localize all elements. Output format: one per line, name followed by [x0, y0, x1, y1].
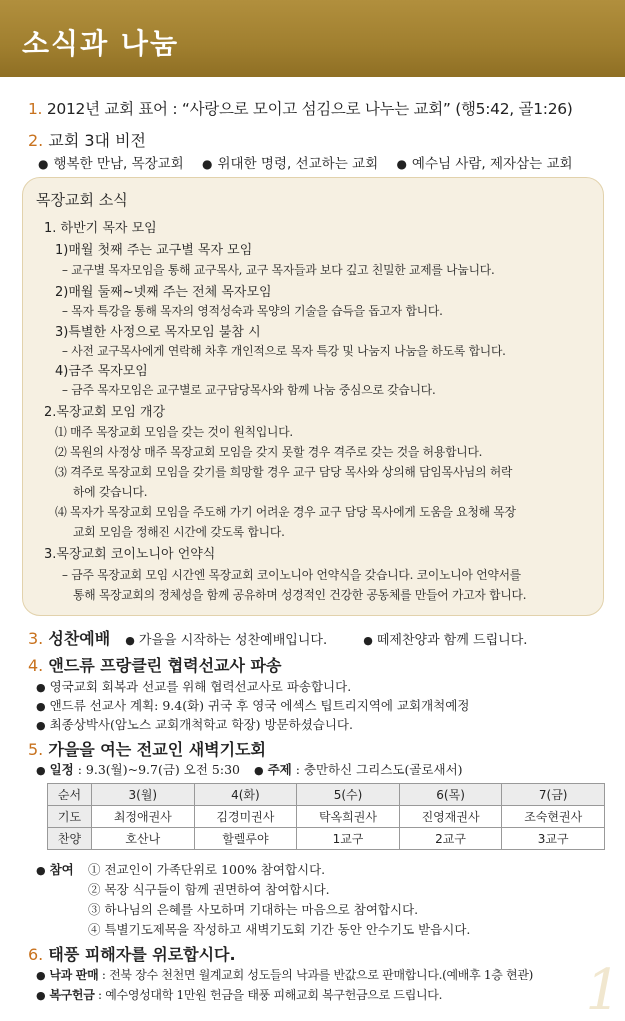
p2-line-1: ⑴ 매주 목장교회 모임을 갖는 것이 원칙입니다.: [55, 425, 293, 439]
bullet-icon: ●: [36, 989, 46, 1002]
list-item: ● 앤드류 선교사 계획: 9.4(화) 귀국 후 영국 에섹스 팁트리지역에 교회개척예정: [36, 698, 470, 713]
table-cell: 진영재권사: [399, 806, 502, 828]
list-item: ● 최종상박사(암노스 교회개척학교 학장) 방문하셨습니다.: [36, 717, 353, 732]
section-4-heading: [28, 653, 281, 676]
p1-b-title: 2)매월 둘째~넷째 주는 전체 목자모임: [55, 285, 272, 300]
p1-d-title: 4)금주 목자모임: [55, 364, 148, 379]
list-item: [36, 986, 442, 1003]
vision-item: 행복한 만남, 목장교회: [53, 156, 184, 172]
p3-line-1: – 금주 목장교회 모임 시간엔 목장교회 코이노니아 언약식을 갖습니다. 코이노니아 언약서를: [62, 568, 521, 582]
bullet-icon: ●: [202, 157, 213, 171]
item-text: : 전북 장수 천천면 월계교회 성도들의 낙과를 반값으로 판매합니다.(예배후 1층 현관): [98, 968, 534, 982]
table-cell: 3(월): [92, 784, 195, 806]
section-1-text: 2012년 교회 표어 : “사랑으로 모이고 섬김으로 나누는 교회” (행5:42, 골1:26): [46, 100, 573, 118]
p2-line-4b: 교회 모임을 정해진 시간에 갖도록 합니다.: [73, 525, 285, 539]
bullet-icon: ●: [125, 634, 135, 647]
bullet-icon: ●: [253, 764, 264, 777]
table-cell: 호산나: [92, 828, 195, 850]
section-1-number: 1.: [28, 100, 43, 118]
page-number-watermark: 1: [585, 958, 621, 1021]
box-title: 목장교회 소식: [36, 191, 128, 209]
theme-label: 주제: [267, 762, 292, 777]
table-cell: 1교구: [297, 828, 400, 850]
header-title: 소식과 나눔: [22, 27, 179, 60]
section-3-item: 떼제찬양과 함께 드립니다.: [376, 633, 528, 648]
schedule-value: : 9.3(월)~9.7(금) 오전 5:30: [73, 762, 240, 777]
bullet-icon: ●: [36, 764, 46, 777]
join-item: ③ 하나님의 은혜를 사모하며 기대하는 마음으로 참여합시다.: [88, 902, 419, 917]
vision-item: 예수님 사람, 제자삼는 교회: [411, 156, 573, 172]
section-6-heading: [28, 942, 236, 965]
vision-item: 위대한 명령, 선교하는 교회: [217, 156, 379, 172]
p2-title: 2.목장교회 모임 개강: [44, 405, 166, 420]
bullet-icon: ●: [36, 681, 46, 694]
section-4-number: 4.: [28, 656, 44, 675]
section-2-number: 2.: [28, 131, 44, 150]
table-cell: 6(목): [399, 784, 502, 806]
join-label: 참여: [49, 862, 74, 877]
list-item: [36, 966, 533, 983]
item-label: 복구헌금: [49, 988, 95, 1002]
p1-c-text: – 사전 교구목사에게 연락해 차후 개인적으로 목자 특강 및 나눔지 나눔을 하도록 합니다.: [62, 344, 506, 358]
section-2-title: 교회 3대 비전: [48, 131, 146, 150]
schedule-line: [36, 760, 463, 778]
table-cell: 할렐루야: [194, 828, 297, 850]
table-cell: 5(수): [297, 784, 400, 806]
p1-d-text: – 금주 목자모임은 교구별로 교구담당목사와 함께 나눔 중심으로 갖습니다.: [62, 383, 436, 397]
p2-line-3b: 하에 갖습니다.: [73, 485, 148, 499]
section-3-item: 가을을 시작하는 성찬예배입니다.: [138, 633, 328, 648]
table-row: [48, 806, 605, 828]
list-item: ● 영국교회 회복과 선교를 위해 협력선교사로 파송합니다.: [36, 679, 352, 694]
section-6-title: 태풍 피해자를 위로합시다.: [48, 945, 236, 964]
p1-b-text: – 목자 특강을 통해 목자의 영적성숙과 목양의 기술을 습득을 돕고자 합니다.: [62, 304, 443, 318]
bullet-icon: ●: [363, 634, 373, 647]
table-cell: 3교구: [502, 828, 605, 850]
p1-a-title: 1)매월 첫째 주는 교구별 목자 모임: [55, 243, 253, 258]
schedule-label: 일정: [49, 762, 74, 777]
section-3-number: 3.: [28, 629, 44, 648]
section-6-number: 6.: [28, 945, 44, 964]
table-cell: 2교구: [399, 828, 502, 850]
table-row: [48, 828, 605, 850]
item-text: : 예수영성대학 1만원 헌금을 태풍 피해교회 복구헌금으로 드립니다.: [94, 988, 443, 1002]
section-3: [28, 626, 527, 649]
table-header-row: [48, 784, 605, 806]
section-1: [28, 97, 573, 119]
p2-line-4a: ⑷ 목자가 목장교회 모임을 주도해 가기 어려운 경우 교구 담당 목사에게 도움을 요청해 목장: [55, 505, 516, 519]
join-label-row: [36, 860, 74, 878]
bullet-icon: ●: [36, 700, 46, 713]
p3-title: 3.목장교회 코이노니아 언약식: [44, 547, 216, 562]
join-item: ① 전교인이 가족단위로 100% 참여합시다.: [88, 862, 326, 877]
p2-line-2: ⑵ 목원의 사정상 매주 목장교회 모임을 갖지 못할 경우 격주로 갖는 것을 허용합니다.: [55, 445, 483, 459]
table-cell: 순서: [48, 784, 92, 806]
section-3-title: 성찬예배: [48, 629, 111, 648]
bullet-icon: ●: [36, 864, 46, 877]
section-2-heading: [28, 128, 146, 151]
p2-line-3a: ⑶ 격주로 목장교회 모임을 갖기를 희망할 경우 교구 담당 목사와 상의해 담임목사님의 허락: [55, 465, 513, 479]
bullet-icon: ●: [396, 157, 407, 171]
table-cell: 기도: [48, 806, 92, 828]
section-4-title: 앤드류 프랑클린 협력선교사 파송: [48, 656, 282, 675]
p1-a-text: – 교구별 목자모임을 통해 교구목사, 교구 목자들과 보다 깊고 친밀한 교제를 나눕니다.: [62, 263, 495, 277]
bullet-icon: ●: [38, 157, 49, 171]
p1-c-title: 3)특별한 사정으로 목자모임 불참 시: [55, 325, 261, 340]
section-header: [0, 0, 625, 77]
table-cell: 4(화): [194, 784, 297, 806]
table-cell: 찬양: [48, 828, 92, 850]
table-cell: 조숙현권사: [502, 806, 605, 828]
vision-list: [38, 152, 573, 172]
theme-value: : 충만하신 그리스도(골로새서): [291, 762, 463, 777]
bullet-icon: ●: [36, 719, 46, 732]
section-5-heading: [28, 737, 266, 760]
join-item: ④ 특별기도제목을 작성하고 새벽기도회 기간 동안 안수기도 받읍시다.: [88, 922, 471, 937]
p3-line-2: 통해 목장교회의 정체성을 함께 공유하며 성경적인 건강한 공동체를 만들어 가고자 합니다.: [73, 588, 527, 602]
table-cell: 탁옥희권사: [297, 806, 400, 828]
item-label: 낙과 판매: [49, 968, 99, 982]
section-5-title: 가을을 여는 전교인 새벽기도회: [48, 740, 266, 759]
table-cell: 김경미권사: [194, 806, 297, 828]
bullet-icon: ●: [36, 969, 46, 982]
p1-title: 1. 하반기 목자 모임: [44, 221, 157, 236]
table-cell: 최정애권사: [92, 806, 195, 828]
join-item: ② 목장 식구들이 함께 권면하여 참여합시다.: [88, 882, 330, 897]
schedule-table: [47, 783, 605, 850]
section-5-number: 5.: [28, 740, 44, 759]
table-cell: 7(금): [502, 784, 605, 806]
